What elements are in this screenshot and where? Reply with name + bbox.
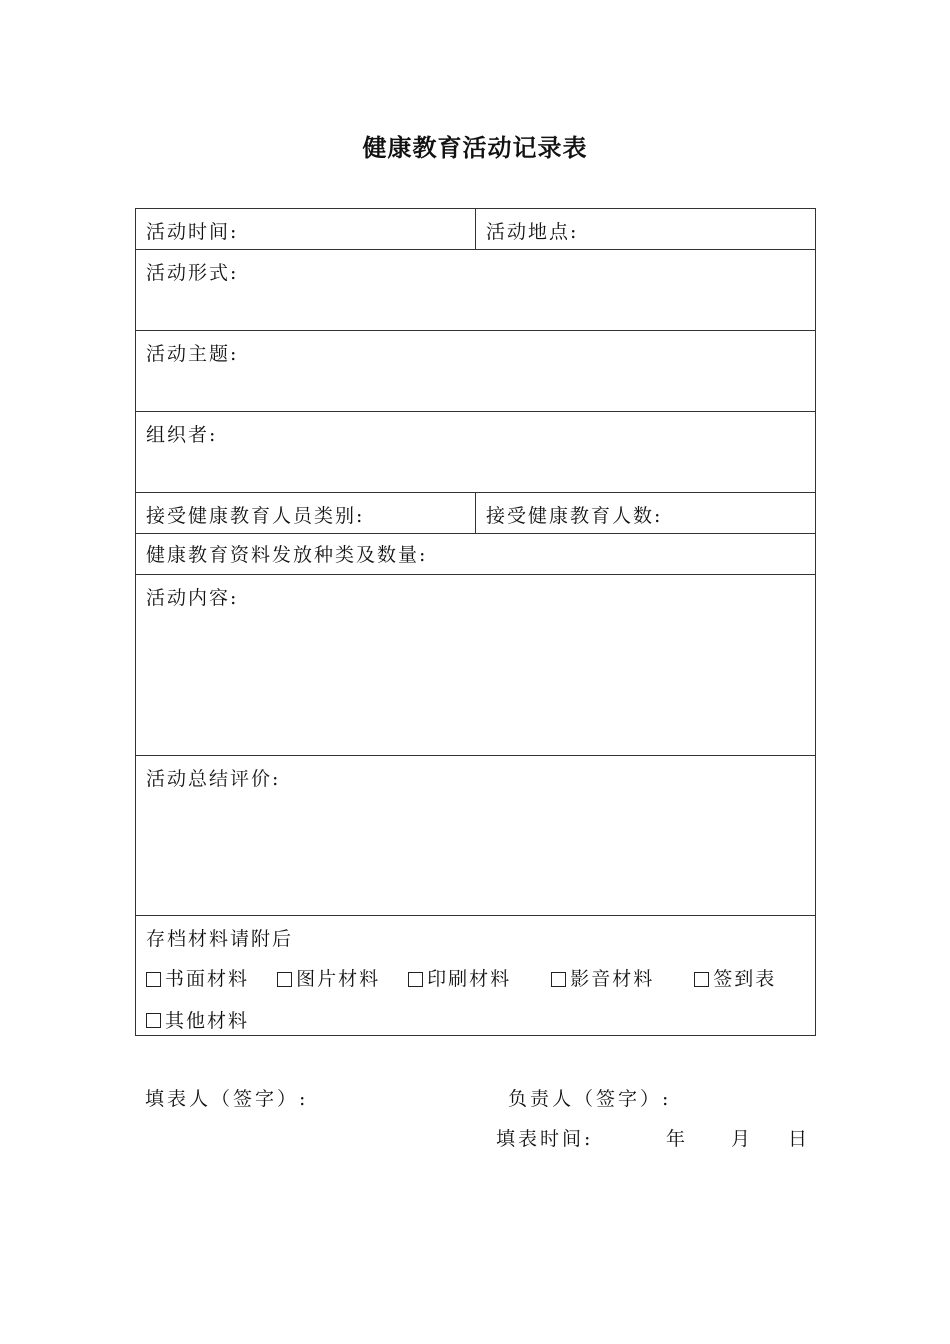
archive-option-label: 影音材料: [570, 968, 655, 990]
activity-theme-cell[interactable]: [136, 331, 816, 412]
materials-label: 健康教育资料发放种类及数量:: [146, 544, 428, 566]
archive-options: [146, 966, 805, 994]
fill-month-label: 月: [731, 1128, 754, 1150]
archive-option-audiovisual[interactable]: [551, 966, 654, 992]
activity-evaluation-cell[interactable]: [136, 756, 816, 916]
audience-type-label: 接受健康教育人员类别:: [146, 505, 365, 527]
activity-location-label: 活动地点:: [486, 221, 579, 243]
responsible-signature-label: 负责人（签字）:: [508, 1088, 672, 1110]
checkbox-icon[interactable]: [277, 972, 292, 987]
archive-option-other[interactable]: [146, 1008, 249, 1034]
archive-title: 存档材料请附后: [146, 928, 294, 950]
archive-option-written[interactable]: [146, 966, 249, 992]
activity-theme-label: 活动主题:: [146, 343, 239, 365]
page-title: 健康教育活动记录表: [362, 133, 588, 162]
audience-count-label: 接受健康教育人数:: [486, 505, 663, 527]
checkbox-icon[interactable]: [146, 1013, 161, 1028]
activity-evaluation-label: 活动总结评价:: [146, 768, 281, 790]
record-form-table: [135, 208, 816, 1036]
activity-content-label: 活动内容:: [146, 587, 239, 609]
organizer-cell[interactable]: [136, 412, 816, 493]
archive-option-label: 签到表: [713, 968, 777, 990]
row-theme: [136, 331, 816, 412]
archive-option-label: 图片材料: [296, 968, 381, 990]
archive-options-row2: [146, 1008, 805, 1036]
row-organizer: [136, 412, 816, 493]
row-content: [136, 575, 816, 756]
checkbox-icon[interactable]: [146, 972, 161, 987]
row-form: [136, 250, 816, 331]
row-archive: [136, 916, 816, 1036]
materials-cell[interactable]: [136, 534, 816, 575]
fill-time-label: 填表时间:: [496, 1128, 594, 1150]
audience-type-cell[interactable]: [136, 493, 476, 534]
row-evaluation: [136, 756, 816, 916]
archive-option-label: 书面材料: [165, 968, 250, 990]
archive-option-signin[interactable]: [694, 966, 776, 992]
checkbox-icon[interactable]: [408, 972, 423, 987]
row-materials: [136, 534, 816, 575]
activity-location-cell[interactable]: [476, 209, 816, 250]
archive-cell: [136, 916, 816, 1036]
archive-option-printed[interactable]: [408, 966, 511, 992]
activity-form-cell[interactable]: [136, 250, 816, 331]
fill-year-label: 年: [666, 1128, 689, 1150]
archive-option-label: 其他材料: [165, 1009, 250, 1032]
row-audience: [136, 493, 816, 534]
audience-count-cell[interactable]: [476, 493, 816, 534]
archive-option-pictures[interactable]: [277, 966, 380, 992]
row-time-location: [136, 209, 816, 250]
activity-form-label: 活动形式:: [146, 262, 239, 284]
checkbox-icon[interactable]: [694, 972, 709, 987]
organizer-label: 组织者:: [146, 424, 218, 446]
fill-day-label: 日: [788, 1128, 811, 1150]
archive-option-label: 印刷材料: [427, 968, 512, 990]
filler-signature-label: 填表人（签字）:: [145, 1088, 309, 1110]
activity-content-cell[interactable]: [136, 575, 816, 756]
checkbox-icon[interactable]: [551, 972, 566, 987]
activity-time-label: 活动时间:: [146, 221, 239, 243]
activity-time-cell[interactable]: [136, 209, 476, 250]
